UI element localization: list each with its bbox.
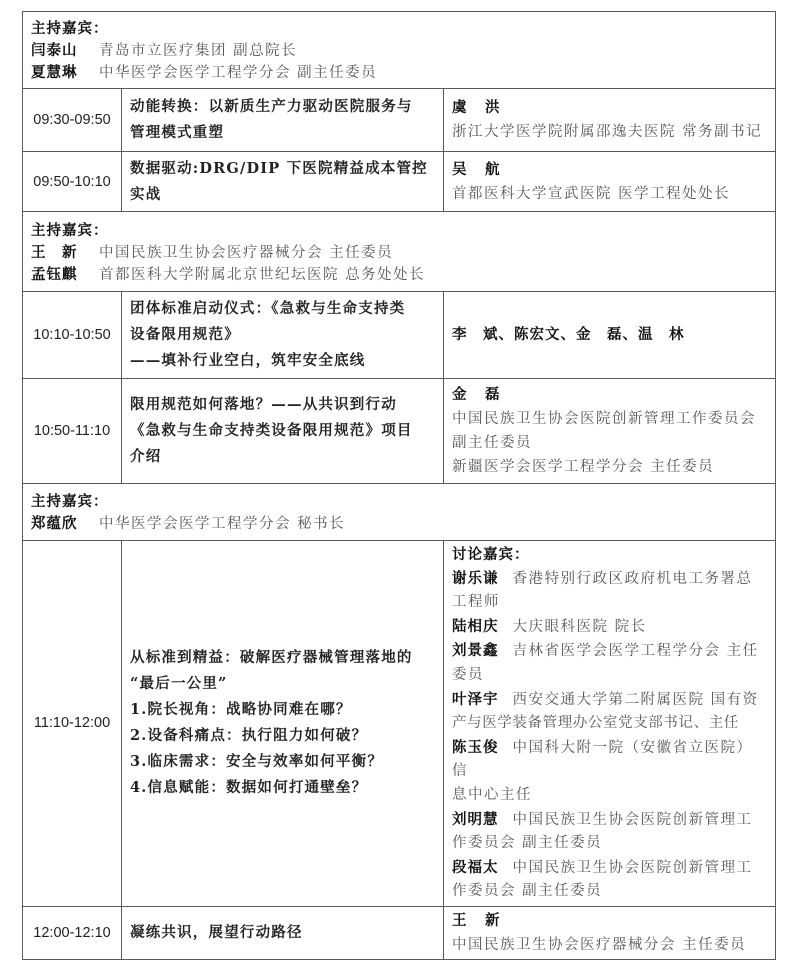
topic-line: 凝练共识，展望行动路径 bbox=[130, 923, 303, 941]
discussant bbox=[452, 688, 767, 713]
host-affiliation: 中华医学会医学工程学分会 副主任委员 bbox=[99, 65, 378, 81]
topic-cell bbox=[122, 906, 444, 959]
topic-line: 管理模式重塑 bbox=[130, 124, 225, 141]
discussant-affiliation: 中国民族卫生协会医院创新管理工 bbox=[512, 811, 753, 828]
host-name: 孟钰麒 bbox=[31, 265, 78, 283]
topic-cell bbox=[122, 541, 444, 907]
discussant-affiliation: 香港特别行政区政府机电工务署总 bbox=[512, 570, 753, 587]
speaker-cell bbox=[444, 292, 776, 379]
discussion-label: 讨论嘉宾： bbox=[452, 546, 530, 563]
topic-cell bbox=[122, 89, 444, 152]
host-affiliation: 中华医学会医学工程学分会 秘书长 bbox=[99, 516, 346, 532]
agenda-row bbox=[23, 906, 776, 959]
speaker-name: 吴 航 bbox=[452, 160, 502, 178]
speaker-name: 虞 洪 bbox=[452, 99, 502, 116]
host-affiliation: 青岛市立医疗集团 副总院长 bbox=[99, 43, 298, 59]
topic-line: 设备限用规范》 bbox=[130, 326, 240, 343]
topic-line: 介绍 bbox=[130, 448, 162, 465]
agenda-row bbox=[23, 292, 776, 379]
discussant-name: 叶泽宇 bbox=[452, 690, 499, 708]
discussant-name: 刘景鑫 bbox=[452, 642, 499, 660]
discussant bbox=[452, 615, 767, 640]
host-affiliation: 首都医科大学附属北京世纪坛医院 总务处处长 bbox=[99, 266, 426, 283]
topic-line: 动能转换：以新质生产力驱动医院服务与 bbox=[130, 98, 413, 115]
host-label: 主持嘉宾： bbox=[31, 221, 109, 239]
discussant-affiliation: 中国民族卫生协会医院创新管理工 bbox=[512, 859, 753, 876]
host-entry bbox=[31, 242, 767, 264]
discussant-affiliation-cont: 产与医学装备管理办公室党支部书记、主任 bbox=[452, 715, 739, 732]
topic-line: 2.设备科痛点：执行阻力如何破？ bbox=[130, 727, 368, 745]
discussant-affiliation-cont: 作委员会 副主任委员 bbox=[452, 883, 603, 900]
host-entry bbox=[31, 40, 767, 62]
discussant-name: 陆相庆 bbox=[452, 617, 499, 635]
speaker-affiliation: 副主任委员 bbox=[452, 435, 532, 451]
discussant-name: 段福太 bbox=[452, 858, 499, 876]
topic-line: 1.院长视角：战略协同难在哪？ bbox=[130, 701, 352, 719]
discussant-affiliation-cont: 作委员会 副主任委员 bbox=[452, 835, 603, 852]
time-slot: 10:50-11:10 bbox=[23, 379, 122, 484]
discussant-affiliation-cont: 委员 bbox=[452, 666, 484, 683]
speaker-list: 李 斌、陈宏文、金 磊、温 林 bbox=[452, 326, 685, 343]
topic-cell bbox=[122, 152, 444, 212]
topic-line: 4.信息赋能：数据如何打通壁垒？ bbox=[130, 779, 368, 797]
speaker-affiliation: 中国民族卫生协会医院创新管理工作委员会 bbox=[452, 411, 756, 427]
time-slot: 09:30-09:50 bbox=[23, 89, 122, 152]
speaker-name: 金 磊 bbox=[452, 386, 502, 403]
speaker-cell bbox=[444, 152, 776, 212]
speaker-name: 王 新 bbox=[452, 911, 502, 929]
discussant-name: 陈玉俊 bbox=[452, 738, 499, 756]
speaker-cell bbox=[444, 906, 776, 959]
discussant-name: 谢乐谦 bbox=[452, 569, 499, 587]
host-row bbox=[23, 484, 776, 541]
agenda-row bbox=[23, 541, 776, 907]
host-entry bbox=[31, 513, 767, 535]
speaker-affiliation: 首都医科大学宣武医院 医学工程处处长 bbox=[452, 185, 731, 202]
topic-line: 《急救与生命支持类设备限用规范》项目 bbox=[130, 422, 413, 439]
host-name: 王 新 bbox=[31, 243, 78, 261]
topic-line: 从标准到精益：破解医疗器械管理落地的 bbox=[130, 649, 413, 667]
host-name: 闫泰山 bbox=[31, 42, 78, 59]
host-label: 主持嘉宾： bbox=[31, 20, 109, 37]
topic-line: 限用规范如何落地？——从共识到行动 bbox=[130, 396, 397, 413]
topic-line: 3.临床需求：安全与效率如何平衡？ bbox=[130, 753, 384, 771]
speaker-affiliation: 中国民族卫生协会医疗器械分会 主任委员 bbox=[452, 936, 747, 953]
agenda-row bbox=[23, 152, 776, 212]
discussant-affiliation: 大庆眼科医院 院长 bbox=[512, 618, 647, 635]
speaker-cell bbox=[444, 379, 776, 484]
host-label: 主持嘉宾： bbox=[31, 493, 109, 510]
discussant-affiliation: 吉林省医学会医学工程学分会 主任 bbox=[512, 643, 759, 660]
time-slot: 10:10-10:50 bbox=[23, 292, 122, 379]
discussion-cell bbox=[444, 541, 776, 907]
discussant bbox=[452, 808, 767, 833]
time-slot: 11:10-12:00 bbox=[23, 541, 122, 907]
discussant-affiliation-cont: 息中心主任 bbox=[452, 786, 532, 803]
agenda-row bbox=[23, 89, 776, 152]
host-entry bbox=[31, 62, 767, 84]
topic-line: “最后一公里” bbox=[130, 675, 228, 693]
time-slot: 12:00-12:10 bbox=[23, 906, 122, 959]
host-row bbox=[23, 212, 776, 292]
topic-cell bbox=[122, 292, 444, 379]
discussant-affiliation-cont: 工程师 bbox=[452, 594, 500, 611]
discussant bbox=[452, 639, 767, 664]
speaker-cell bbox=[444, 89, 776, 152]
host-name: 郑蕴欣 bbox=[31, 515, 78, 532]
time-slot: 09:50-10:10 bbox=[23, 152, 122, 212]
topic-line: 数据驱动:DRG/DIP 下医院精益成本管控实战 bbox=[130, 159, 428, 203]
speaker-affiliation: 新疆医学会医学工程学分会 主任委员 bbox=[452, 459, 715, 475]
topic-line: ——填补行业空白，筑牢安全底线 bbox=[130, 352, 366, 369]
host-entry bbox=[31, 264, 767, 286]
agenda-table bbox=[22, 11, 776, 960]
discussant bbox=[452, 736, 767, 784]
agenda-row bbox=[23, 379, 776, 484]
speaker-affiliation: 浙江大学医学院附属邵逸夫医院 常务副书记 bbox=[452, 124, 763, 140]
discussant-name: 刘明慧 bbox=[452, 810, 499, 828]
discussant-affiliation: 中国科大附一院（安徽省立医院）信 bbox=[452, 739, 753, 780]
host-name: 夏慧琳 bbox=[31, 64, 78, 81]
host-row bbox=[23, 12, 776, 89]
discussant bbox=[452, 856, 767, 881]
topic-line: 团体标准启动仪式：《急救与生命支持类 bbox=[130, 300, 406, 317]
topic-cell bbox=[122, 379, 444, 484]
host-affiliation: 中国民族卫生协会医疗器械分会 主任委员 bbox=[99, 244, 394, 261]
discussant bbox=[452, 567, 767, 592]
discussant-affiliation: 西安交通大学第二附属医院 国有资 bbox=[512, 691, 759, 708]
